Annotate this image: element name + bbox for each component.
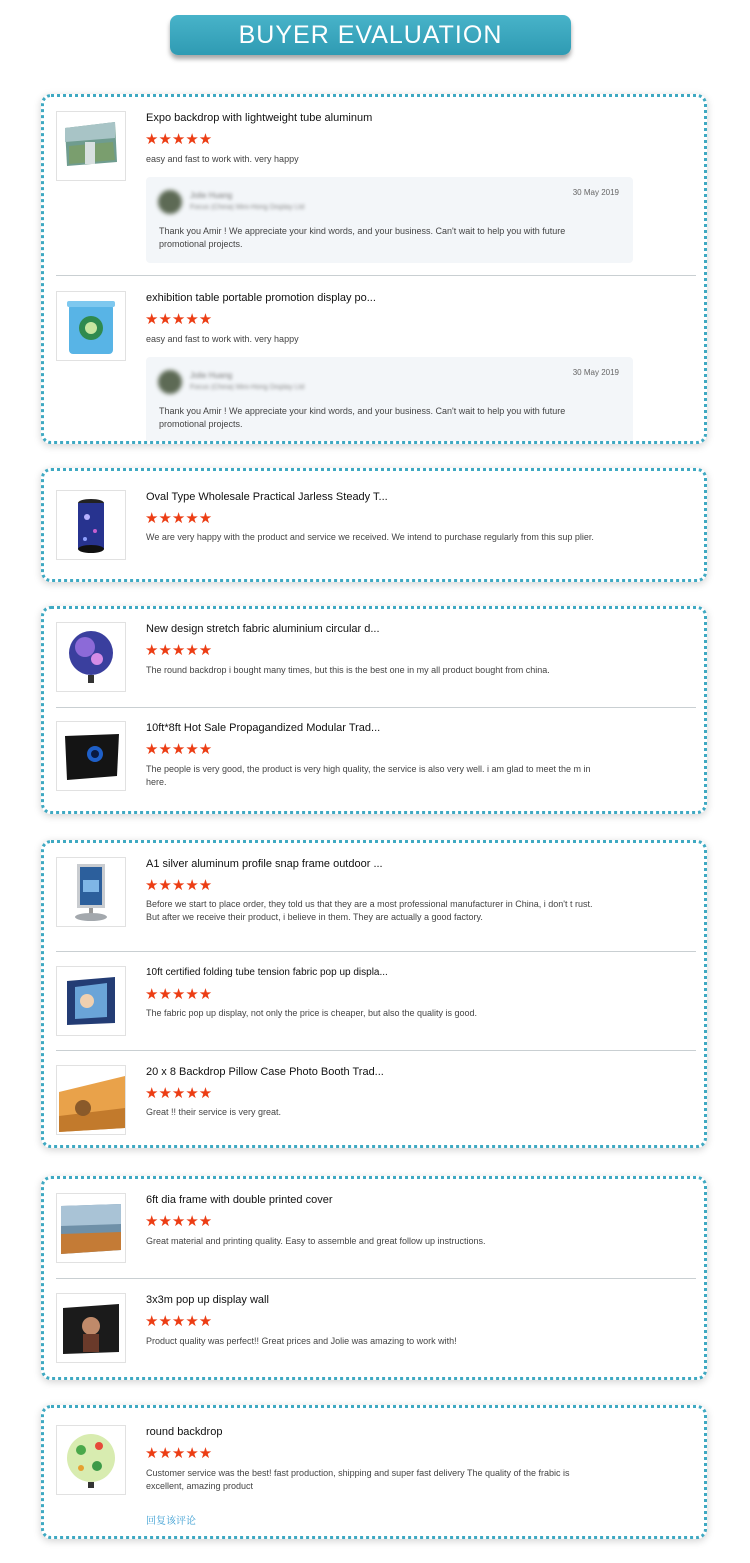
divider	[56, 707, 696, 708]
review-card	[41, 1405, 707, 1539]
page-title: BUYER EVALUATION	[170, 15, 571, 55]
product-title[interactable]: 10ft*8ft Hot Sale Propagandized Modular Trad...	[146, 722, 381, 734]
review-comment: The fabric pop up display, not only the price is cheaper, but also the quality is good.	[146, 1008, 478, 1018]
review-card	[41, 468, 707, 582]
expo-backdrop-image	[57, 112, 125, 180]
review-card	[41, 840, 707, 1148]
review-comment: Product quality was perfect!! Great prices and Jolie was amazing to work with!	[146, 1336, 457, 1346]
product-thumbnail[interactable]	[56, 1425, 126, 1495]
circular-backdrop-image	[57, 623, 125, 691]
product-thumbnail[interactable]	[56, 1293, 126, 1363]
rating-stars: ★★★★★	[145, 642, 213, 659]
product-thumbnail[interactable]	[56, 622, 126, 692]
review-comment: easy and fast to work with. very happy	[146, 334, 299, 344]
snap-frame-image	[57, 858, 125, 926]
reply-text: Thank you Amir ! We appreciate your kind words, and your business. Can't wait to help you with future promotional projects.	[159, 226, 566, 249]
reply-date: 30 May 2019	[572, 188, 619, 197]
display-wall-image	[57, 1294, 125, 1362]
product-title[interactable]: 3x3m pop up display wall	[146, 1294, 269, 1306]
product-title[interactable]: round backdrop	[146, 1426, 223, 1438]
reply-comment-link[interactable]: 回复该评论	[146, 1516, 196, 1527]
rating-stars: ★★★★★	[145, 1085, 213, 1102]
product-title[interactable]: 6ft dia frame with double printed cover	[146, 1194, 333, 1206]
reply-author: Jolie Huang	[190, 191, 233, 200]
reply-text: Thank you Amir ! We appreciate your kind words, and your business. Can't wait to help you with future promotional projects.	[159, 406, 566, 429]
product-thumbnail[interactable]	[56, 857, 126, 927]
rating-stars: ★★★★★	[145, 986, 213, 1003]
divider	[56, 275, 696, 276]
dia-frame-image	[57, 1194, 125, 1262]
avatar	[158, 370, 182, 394]
product-title[interactable]: Expo backdrop with lightweight tube aluminum	[146, 112, 373, 124]
pop-up-display-image	[57, 967, 125, 1035]
rating-stars: ★★★★★	[145, 131, 213, 148]
rating-stars: ★★★★★	[145, 510, 213, 527]
rating-stars: ★★★★★	[145, 741, 213, 758]
seller-reply	[146, 357, 633, 443]
product-thumbnail[interactable]	[56, 111, 126, 181]
rating-stars: ★★★★★	[145, 877, 213, 894]
product-thumbnail[interactable]	[56, 966, 126, 1036]
review-comment: The round backdrop i bought many times, but this is the best one in my all product bought from china.	[146, 665, 550, 675]
reply-author: Jolie Huang	[190, 371, 233, 380]
modular-booth-image	[57, 722, 125, 790]
review-card	[41, 606, 707, 814]
review-comment: easy and fast to work with. very happy	[146, 154, 299, 164]
review-comment: Great material and printing quality. Easy to assemble and great follow up instructions.	[146, 1236, 486, 1246]
product-thumbnail[interactable]	[56, 490, 126, 560]
oval-counter-image	[57, 491, 125, 559]
photo-booth-image	[57, 1066, 125, 1134]
product-thumbnail[interactable]	[56, 1193, 126, 1263]
product-title[interactable]: Oval Type Wholesale Practical Jarless Steady T...	[146, 491, 388, 503]
product-title[interactable]: A1 silver aluminum profile snap frame outdoor ...	[146, 858, 383, 870]
reply-company: Focus (China) Mini-Hong Display Ltd	[190, 384, 305, 391]
rating-stars: ★★★★★	[145, 1445, 213, 1462]
divider	[56, 1050, 696, 1051]
review-comment: We are very happy with the product and service we received. We intend to purchase regularly from this sup plier.	[146, 532, 594, 542]
product-thumbnail[interactable]	[56, 1065, 126, 1135]
review-comment: The people is very good, the product is very high quality, the service is also very well. i am glad to meet the m in here.	[146, 764, 591, 787]
rating-stars: ★★★★★	[145, 1313, 213, 1330]
product-title[interactable]: New design stretch fabric aluminium circular d...	[146, 623, 380, 635]
seller-reply	[146, 177, 633, 263]
product-title[interactable]: 20 x 8 Backdrop Pillow Case Photo Booth Trad...	[146, 1066, 384, 1078]
review-comment: Great !! their service is very great.	[146, 1107, 282, 1117]
review-comment: Before we start to place order, they told us that they are a most professional manufacturer in China, i don't t rust. But after we receive their product, i believe in them. They are actually a good factory.	[146, 899, 593, 922]
reply-date: 30 May 2019	[572, 368, 619, 377]
review-card	[41, 94, 707, 444]
rating-stars: ★★★★★	[145, 1213, 213, 1230]
divider	[56, 1278, 696, 1279]
divider	[56, 951, 696, 952]
product-title[interactable]: 10ft certified folding tube tension fabric pop up displa...	[146, 967, 388, 978]
product-thumbnail[interactable]	[56, 721, 126, 791]
review-card	[41, 1176, 707, 1380]
product-thumbnail[interactable]	[56, 291, 126, 361]
product-title[interactable]: exhibition table portable promotion display po...	[146, 292, 376, 304]
avatar	[158, 190, 182, 214]
reply-company: Focus (China) Mini-Hong Display Ltd	[190, 204, 305, 211]
promotion-table-image	[57, 292, 125, 360]
round-backdrop-image	[57, 1426, 125, 1494]
review-comment: Customer service was the best! fast production, shipping and super fast delivery The quality of the frabic is excellent, amazing product	[146, 1468, 570, 1491]
rating-stars: ★★★★★	[145, 311, 213, 328]
